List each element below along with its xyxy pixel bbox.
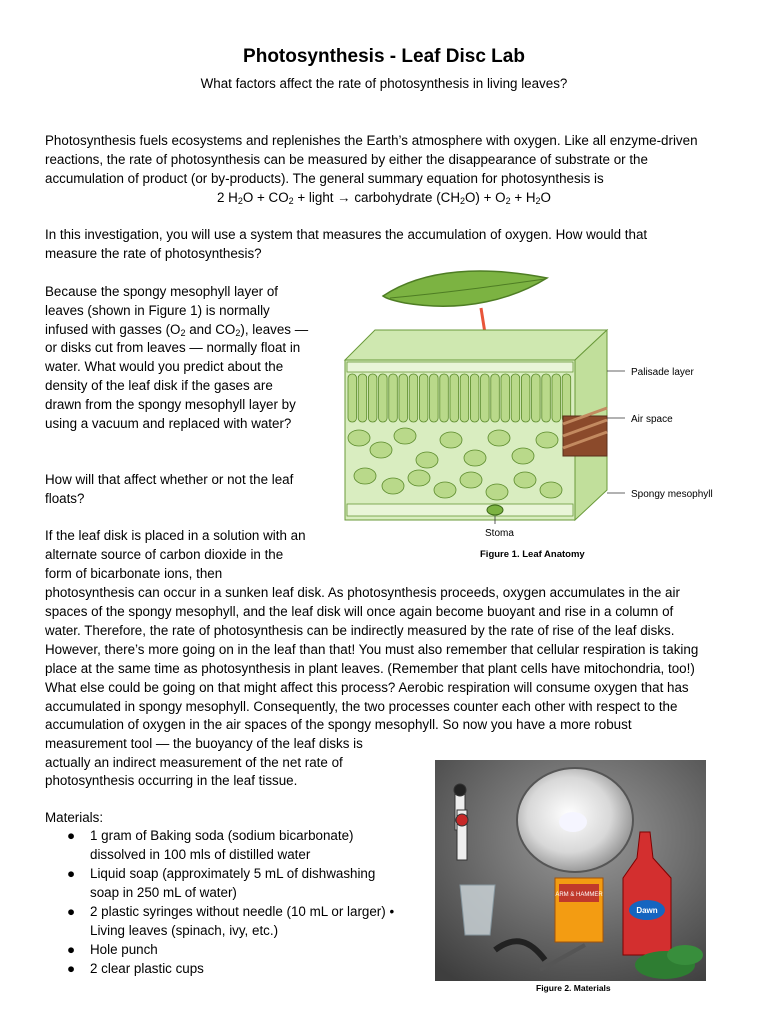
bullet-icon: ●	[67, 961, 76, 976]
spongy-line-4: or disks cut from leaves — normally float in	[45, 340, 301, 355]
spongy-cell	[408, 470, 430, 486]
spongy-cell	[536, 432, 558, 448]
spongy-line-1: Because the spongy mesophyll layer of	[45, 284, 278, 299]
main-line-11: photosynthesis occurring in the leaf tissue.	[45, 773, 298, 788]
palisade-cell	[450, 374, 459, 422]
spongy-cell	[348, 430, 370, 446]
materials-list	[45, 826, 394, 978]
spongy-cell	[486, 484, 508, 500]
spongy-cell	[434, 482, 456, 498]
bicarb-line-3: form of bicarbonate ions, then	[45, 566, 223, 581]
spongy-cell	[394, 428, 416, 444]
page-subtitle: What factors affect the rate of photosynthesis in living leaves?	[200, 76, 568, 91]
main-line-1: photosynthesis can occur in a sunken leaf disk. As photosynthesis proceeds, oxygen accumulates in the air	[45, 585, 680, 600]
palisade-cell	[348, 374, 357, 422]
palisade-cell	[358, 374, 367, 422]
palisade-cell	[419, 374, 428, 422]
main-line-9: measurement tool — the buoyancy of the leaf disks is	[45, 736, 363, 751]
intro-line-1: Photosynthesis fuels ecosystems and replenishes the Earth’s atmosphere with oxygen. Like all enzyme-driven	[45, 133, 698, 148]
float-line-1: How will that affect whether or not the leaf	[45, 472, 294, 487]
intro-line-2: reactions, the rate of photosynthesis can be measured by either the disappearance of substrate or the	[45, 152, 648, 167]
palisade-cell	[501, 374, 510, 422]
bicarb-line-2: alternate source of carbon dioxide in the	[45, 547, 284, 562]
spongy-line-2: leaves (shown in Figure 1) is normally	[45, 303, 270, 318]
figure-1-leaf-anatomy	[335, 268, 735, 568]
bullet-icon: ●	[67, 866, 76, 881]
spongy-cell	[540, 482, 562, 498]
main-line-3: water. Therefore, the rate of photosynthesis can be indirectly measured by the rate of rise of the leaf disks.	[45, 623, 675, 638]
palisade-cell	[409, 374, 418, 422]
page-title: Photosynthesis - Leaf Disc Lab	[243, 46, 525, 67]
figure-2-caption: Figure 2. Materials	[536, 983, 611, 993]
soap-label: Dawn	[636, 906, 658, 915]
spongy-cell	[370, 442, 392, 458]
palisade-cell	[552, 374, 561, 422]
materials-item: ● 1 gram of Baking soda (sodium bicarbonate) dissolved in 100 mls of distilled water	[67, 828, 354, 862]
spongy-cell	[440, 432, 462, 448]
spongy-line-3: infused with gasses ($O_2$ and $CO_2$), leaves —	[45, 322, 309, 338]
palisade-cell	[379, 374, 388, 422]
palisade-cell	[542, 374, 551, 422]
spongy-cell	[464, 450, 486, 466]
float-line-2: floats?	[45, 491, 85, 506]
leaf-icon	[383, 271, 547, 306]
main-line-8: accumulation of oxygen in the air spaces of the spongy mesophyll. So now you have a more robust	[45, 717, 632, 732]
materials-heading: Materials:	[45, 810, 104, 825]
main-line-10: actually an indirect measurement of the net rate of	[45, 755, 343, 770]
figure-1-caption: Figure 1. Leaf Anatomy	[480, 549, 585, 560]
spongy-cell	[512, 448, 534, 464]
bicarb-line-1: If the leaf disk is placed in a solution with an	[45, 528, 306, 543]
materials-item: ● Hole punch	[67, 942, 158, 957]
spongy-cell	[514, 472, 536, 488]
spongy-line-6: density of the leaf disk if the gases are	[45, 378, 273, 393]
palisade-cell	[532, 374, 541, 422]
main-line-4: However, there’s more going on in the leaf than that! You must also remember that cellular respiration is taking	[45, 642, 699, 657]
bullet-icon: ●	[67, 904, 76, 919]
investigation-line-1: In this investigation, you will use a system that measures the accumulation of oxygen. How would that	[45, 227, 648, 242]
materials-item: ● 2 plastic syringes without needle (10 mL or larger) • Living leaves (spinach, ivy, etc.)	[67, 904, 395, 938]
palisade-cell	[491, 374, 500, 422]
spongy-cell	[382, 478, 404, 494]
soda-box-text: ARM & HAMMER	[555, 892, 603, 898]
spongy-label: Spongy mesophyll	[631, 489, 713, 500]
spongy-line-5: water. What would you predict about the	[45, 359, 284, 374]
palisade-cell	[430, 374, 439, 422]
palisade-cell	[460, 374, 469, 422]
bullet-icon: ●	[67, 828, 76, 843]
palisade-cell	[470, 374, 479, 422]
photosynthesis-equation: 2 $H_2O + CO_2$ + light → carbohydrate $(CH_2O) + O_2 + H_2O$	[217, 190, 551, 206]
palisade-cell	[481, 374, 490, 422]
main-line-7: accumulated in spongy mesophyll. Consequently, the two processes counter each other with respect to the	[45, 699, 678, 714]
palisade-cell	[562, 374, 571, 422]
spongy-cell	[354, 468, 376, 484]
palisade-cell	[399, 374, 408, 422]
spongy-cell	[488, 430, 510, 446]
main-line-5: place at the same time as photosynthesis in plant leaves. (Remember that plant cells have mitochondria, too!)	[45, 661, 695, 676]
intro-line-3: accumulation of product (or by-products). The general summary equation for photosynthesis is	[45, 171, 604, 186]
spongy-cell	[416, 452, 438, 468]
palisade-cell	[521, 374, 530, 422]
spongy-cell	[460, 472, 482, 488]
bullet-icon: ●	[67, 942, 76, 957]
palisade-cell	[368, 374, 377, 422]
investigation-line-2: measure the rate of photosynthesis?	[45, 246, 262, 261]
palisade-label: Palisade layer	[631, 367, 694, 378]
figure-2-materials-photo	[435, 760, 706, 981]
stoma-label: Stoma	[485, 528, 514, 539]
palisade-cell	[389, 374, 398, 422]
spongy-line-7: drawn from the spongy mesophyll layer by	[45, 397, 296, 412]
palisade-cell	[440, 374, 449, 422]
palisade-cell	[511, 374, 520, 422]
spongy-line-8: using a vacuum and replaced with water?	[45, 416, 292, 431]
main-line-6: What else could be going on that might affect this process? Aerobic respiration will consume oxygen that has	[45, 680, 689, 695]
materials-item: ● 2 clear plastic cups	[67, 961, 204, 976]
main-line-2: spaces of the spongy mesophyll, and the leaf disk will once again become buoyant and rise in a column of	[45, 604, 674, 619]
air-space-label: Air space	[631, 414, 673, 425]
materials-item: ● Liquid soap (approximately 5 mL of dishwashing soap in 250 mL of water)	[67, 866, 376, 900]
